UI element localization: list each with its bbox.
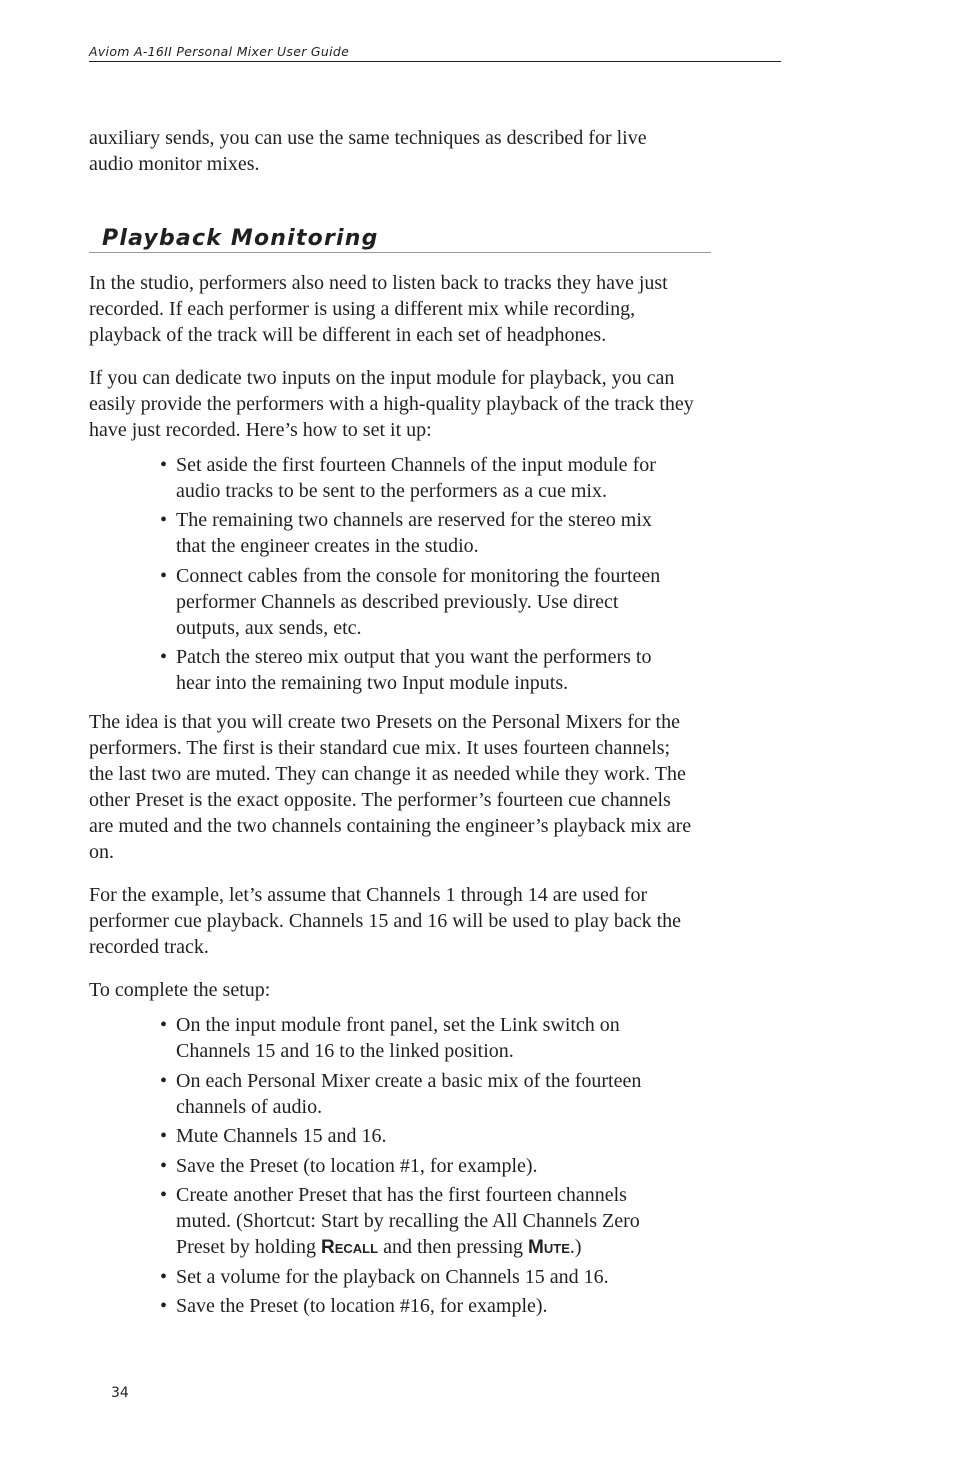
text-line: playback of the track will be different in each set of headphones. (89, 324, 607, 346)
text-line: easily provide the performers with a high-quality playback of the track they (89, 393, 694, 415)
text-line: Set aside the first fourteen Channels of the input module for (176, 454, 656, 476)
bullet-icon: • (160, 565, 168, 587)
text-line: performer cue playback. Channels 15 and 16 will be used to play back the (89, 910, 682, 932)
paragraph (89, 709, 769, 865)
bullet-icon: • (160, 1184, 168, 1206)
list-item (160, 1182, 736, 1261)
list-item (160, 1068, 736, 1120)
list-item (160, 452, 736, 504)
text-line: Save the Preset (to location #16, for example). (176, 1295, 548, 1317)
text-line: In the studio, performers also need to listen back to tracks they have just (89, 272, 668, 294)
running-header: Aviom A-16II Personal Mixer User Guide (89, 44, 350, 59)
list-item (160, 1012, 736, 1064)
list-item (160, 1293, 736, 1319)
text-line: muted. (Shortcut: Start by recalling the All Channels Zero (176, 1210, 640, 1232)
list-item (160, 644, 736, 696)
recall-key-label: Recall (321, 1237, 379, 1258)
text-line: auxiliary sends, you can use the same techniques as described for live (89, 127, 647, 149)
text-line: Mute Channels 15 and 16. (176, 1125, 387, 1147)
paragraph (89, 270, 769, 348)
text-line: The remaining two channels are reserved for the stereo mix (176, 509, 652, 531)
text-line: hear into the remaining two Input module inputs. (176, 672, 569, 694)
paragraph (89, 882, 769, 960)
text-line: performer Channels as described previously. Use direct (176, 591, 619, 613)
text-line: Channels 15 and 16 to the linked position. (176, 1040, 514, 1062)
text-line: recorded. If each performer is using a different mix while recording, (89, 298, 636, 320)
text-line: The idea is that you will create two Presets on the Personal Mixers for the (89, 711, 680, 733)
text-run: and then pressing (378, 1236, 529, 1258)
list-item (160, 1123, 736, 1149)
text-line: If you can dedicate two inputs on the input module for playback, you can (89, 367, 675, 389)
list-item (160, 563, 736, 641)
paragraph (89, 365, 769, 443)
text-line: For the example, let’s assume that Channels 1 through 14 are used for (89, 884, 648, 906)
text-line: audio monitor mixes. (89, 153, 260, 175)
text-run: Preset by holding (176, 1236, 321, 1258)
bullet-icon: • (160, 1295, 168, 1317)
text-line: on. (89, 841, 114, 863)
list-item (160, 507, 736, 559)
text-line: performers. The first is their standard cue mix. It uses fourteen channels; (89, 737, 671, 759)
list-item (160, 1153, 736, 1179)
intro-paragraph (89, 125, 769, 177)
text-line: Set a volume for the playback on Channels 15 and 16. (176, 1266, 609, 1288)
text-line: recorded track. (89, 936, 209, 958)
bullet-icon: • (160, 1014, 168, 1036)
text-line: have just recorded. Here’s how to set it up: (89, 419, 432, 441)
bullet-icon: • (160, 1070, 168, 1092)
text-run: .) (569, 1236, 582, 1258)
paragraph (89, 977, 769, 1003)
text-line: On each Personal Mixer create a basic mix of the fourteen (176, 1070, 642, 1092)
heading-rule (89, 252, 711, 253)
bullet-icon: • (160, 1266, 168, 1288)
bullet-icon: • (160, 454, 168, 476)
text-line: audio tracks to be sent to the performers as a cue mix. (176, 480, 607, 502)
text-line: that the engineer creates in the studio. (176, 535, 479, 557)
page-number: 34 (111, 1385, 129, 1401)
text-line: the last two are muted. They can change it as needed while they work. The (89, 763, 686, 785)
text-line: Connect cables from the console for monitoring the fourteen (176, 565, 661, 587)
text-line: other Preset is the exact opposite. The performer’s fourteen cue channels (89, 789, 671, 811)
text-line: Create another Preset that has the first fourteen channels (176, 1184, 627, 1206)
text-line: are muted and the two channels containing the engineer’s playback mix are (89, 815, 692, 837)
text-line: outputs, aux sends, etc. (176, 617, 362, 639)
text-line: Save the Preset (to location #1, for example). (176, 1155, 538, 1177)
section-heading: Playback Monitoring (102, 226, 379, 251)
text-line: To complete the setup: (89, 979, 271, 1001)
header-rule (89, 61, 781, 62)
text-line: Patch the stereo mix output that you want the performers to (176, 646, 652, 668)
bullet-icon: • (160, 509, 168, 531)
text-line (176, 1234, 736, 1261)
mute-key-label: Mute (528, 1237, 570, 1258)
bullet-icon: • (160, 1125, 168, 1147)
bullet-icon: • (160, 646, 168, 668)
text-line: channels of audio. (176, 1096, 323, 1118)
bullet-icon: • (160, 1155, 168, 1177)
text-line: On the input module front panel, set the Link switch on (176, 1014, 620, 1036)
list-item (160, 1264, 736, 1290)
